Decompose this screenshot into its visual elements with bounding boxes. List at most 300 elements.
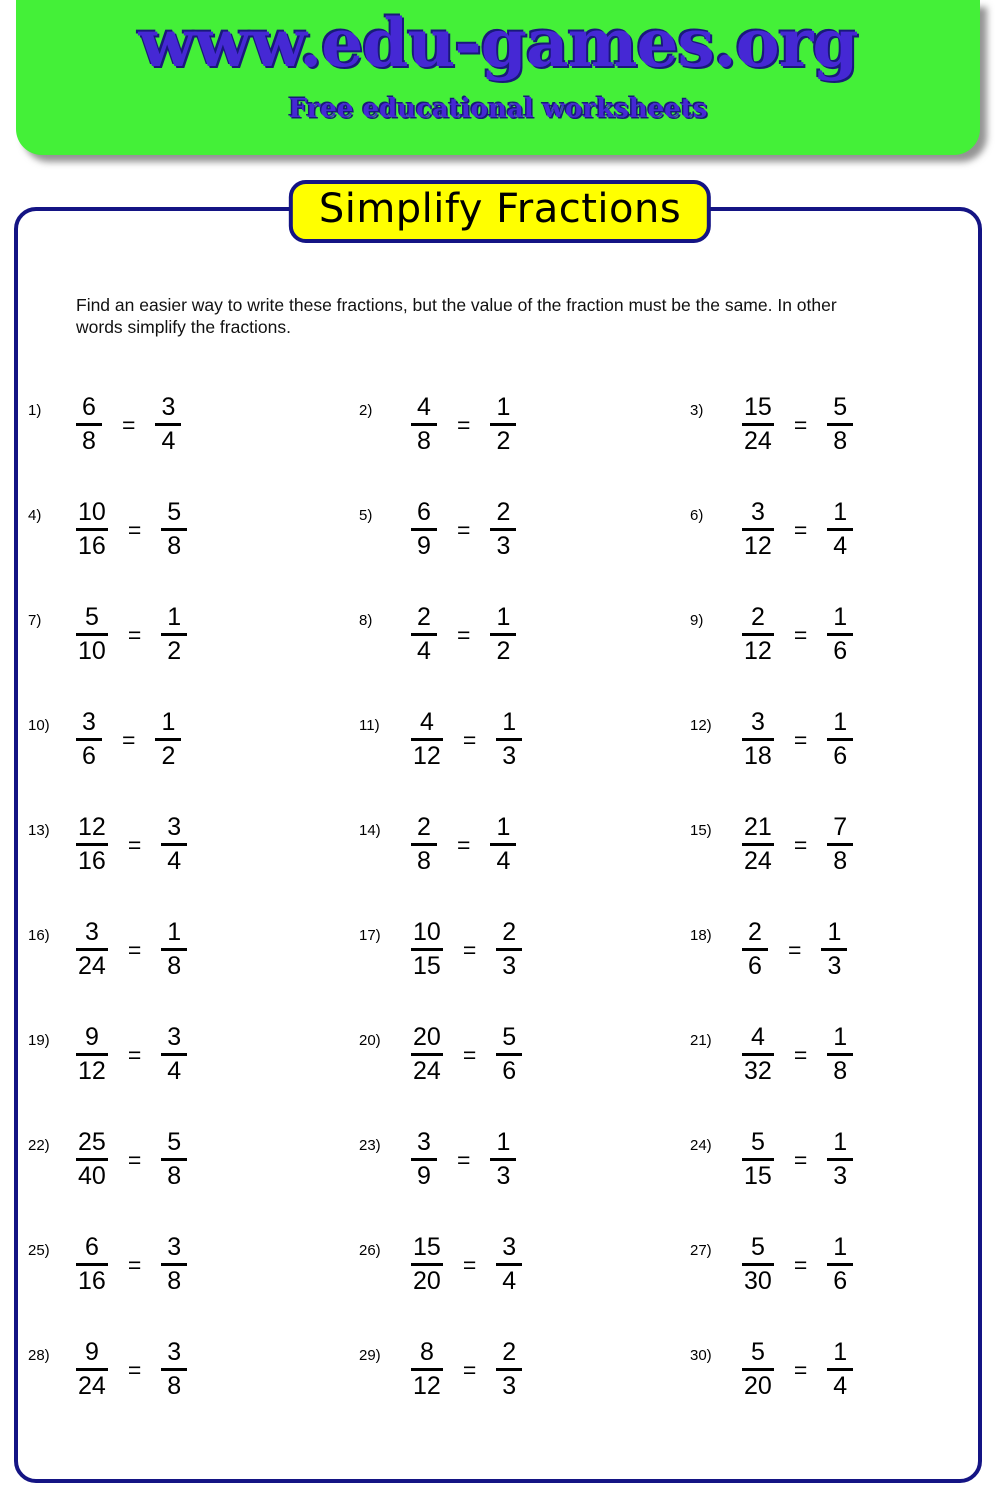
answer-fraction[interactable] bbox=[161, 919, 187, 980]
given-numerator: 15 bbox=[413, 1233, 441, 1261]
answer-fraction[interactable] bbox=[827, 1339, 853, 1400]
fraction-bar bbox=[742, 423, 774, 426]
answer-numerator: 3 bbox=[167, 1338, 182, 1366]
given-fraction bbox=[76, 919, 108, 980]
equals-sign: = bbox=[122, 727, 136, 753]
answer-fraction[interactable] bbox=[161, 1234, 187, 1295]
equals-sign: = bbox=[457, 622, 471, 648]
fraction-bar bbox=[742, 528, 774, 531]
fraction-bar bbox=[490, 843, 516, 846]
given-fraction bbox=[742, 1024, 774, 1085]
fraction-bar bbox=[742, 948, 768, 951]
problem-cell bbox=[333, 1337, 666, 1442]
answer-fraction[interactable] bbox=[155, 394, 181, 455]
given-denominator: 8 bbox=[82, 427, 96, 455]
answer-fraction[interactable] bbox=[496, 1024, 522, 1085]
problem-expression bbox=[742, 499, 853, 560]
problem-number: 5) bbox=[359, 507, 373, 524]
problem-number: 16) bbox=[28, 927, 50, 944]
answer-denominator: 3 bbox=[496, 1162, 511, 1190]
given-numerator: 3 bbox=[82, 708, 96, 736]
given-denominator: 24 bbox=[744, 847, 772, 875]
equals-sign: = bbox=[127, 1357, 142, 1383]
answer-denominator: 8 bbox=[167, 1267, 182, 1295]
fraction-bar bbox=[76, 633, 108, 636]
site-banner bbox=[16, 0, 980, 155]
given-denominator: 24 bbox=[744, 427, 772, 455]
given-denominator: 15 bbox=[413, 952, 441, 980]
answer-denominator: 4 bbox=[167, 847, 182, 875]
equals-sign: = bbox=[793, 1042, 808, 1068]
given-fraction bbox=[411, 919, 443, 980]
answer-fraction[interactable] bbox=[161, 1024, 187, 1085]
problem-expression bbox=[76, 814, 187, 875]
answer-denominator: 3 bbox=[496, 532, 511, 560]
given-numerator: 8 bbox=[419, 1338, 434, 1366]
answer-numerator: 7 bbox=[833, 813, 848, 841]
equals-sign: = bbox=[793, 622, 808, 648]
site-logo-text: www.edu-games.org bbox=[138, 4, 858, 82]
answer-numerator: 5 bbox=[833, 393, 848, 421]
given-denominator: 12 bbox=[744, 637, 772, 665]
fraction-bar bbox=[76, 1263, 108, 1266]
fraction-bar bbox=[411, 843, 437, 846]
problem-cell bbox=[666, 1022, 999, 1127]
problem-grid bbox=[0, 392, 1000, 1442]
site-tagline: Free educational worksheets bbox=[288, 94, 708, 124]
given-denominator: 12 bbox=[78, 1057, 106, 1085]
fraction-bar bbox=[76, 843, 108, 846]
given-fraction bbox=[742, 1129, 774, 1190]
given-denominator: 40 bbox=[78, 1162, 106, 1190]
problem-cell bbox=[333, 392, 666, 497]
problem-cell bbox=[666, 497, 999, 602]
given-denominator: 24 bbox=[413, 1057, 441, 1085]
answer-denominator: 6 bbox=[502, 1057, 517, 1085]
answer-denominator: 3 bbox=[502, 952, 517, 980]
equals-sign: = bbox=[793, 1357, 808, 1383]
fraction-bar bbox=[411, 948, 443, 951]
fraction-bar bbox=[496, 1263, 522, 1266]
problem-number: 1) bbox=[28, 402, 42, 419]
given-denominator: 6 bbox=[82, 742, 96, 770]
answer-numerator: 3 bbox=[502, 1233, 517, 1261]
answer-numerator: 1 bbox=[833, 1128, 848, 1156]
problem-number: 6) bbox=[690, 507, 704, 524]
problem-expression bbox=[411, 499, 516, 560]
problem-expression bbox=[411, 1129, 516, 1190]
answer-numerator: 2 bbox=[496, 498, 511, 526]
given-fraction bbox=[742, 604, 774, 665]
answer-numerator: 3 bbox=[167, 1023, 182, 1051]
given-numerator: 12 bbox=[78, 813, 106, 841]
given-denominator: 6 bbox=[748, 952, 762, 980]
problem-cell bbox=[333, 1127, 666, 1232]
given-numerator: 2 bbox=[748, 918, 762, 946]
equals-sign: = bbox=[462, 937, 477, 963]
answer-denominator: 4 bbox=[167, 1057, 182, 1085]
equals-sign: = bbox=[788, 937, 802, 963]
problem-expression bbox=[742, 814, 853, 875]
problem-cell bbox=[0, 1232, 333, 1337]
fraction-bar bbox=[496, 738, 522, 741]
given-numerator: 2 bbox=[417, 813, 431, 841]
instructions-text: Find an easier way to write these fractions, but the value of the fraction must be the same. In other words simplify the fractions. bbox=[76, 295, 837, 337]
answer-numerator: 2 bbox=[502, 1338, 517, 1366]
given-denominator: 20 bbox=[413, 1267, 441, 1295]
problem-number: 30) bbox=[690, 1347, 712, 1364]
problem-cell bbox=[333, 1232, 666, 1337]
answer-fraction[interactable] bbox=[490, 604, 516, 665]
problem-expression bbox=[411, 1024, 522, 1085]
problem-row bbox=[0, 1232, 1000, 1337]
equals-sign: = bbox=[793, 1252, 808, 1278]
answer-denominator: 6 bbox=[833, 742, 848, 770]
problem-expression bbox=[411, 604, 516, 665]
answer-fraction[interactable] bbox=[490, 1129, 516, 1190]
fraction-bar bbox=[742, 633, 774, 636]
fraction-bar bbox=[490, 528, 516, 531]
answer-denominator: 2 bbox=[496, 427, 511, 455]
problem-number: 2) bbox=[359, 402, 373, 419]
answer-numerator: 1 bbox=[833, 1023, 848, 1051]
answer-denominator: 8 bbox=[167, 1162, 182, 1190]
page-title: Simplify Fractions bbox=[318, 186, 682, 232]
fraction-bar bbox=[76, 1158, 108, 1161]
problem-cell bbox=[0, 1337, 333, 1442]
fraction-bar bbox=[411, 528, 437, 531]
given-numerator: 6 bbox=[417, 498, 431, 526]
answer-fraction[interactable] bbox=[490, 394, 516, 455]
fraction-bar bbox=[490, 1158, 516, 1161]
problem-cell bbox=[666, 1337, 999, 1442]
answer-fraction[interactable] bbox=[155, 709, 181, 770]
equals-sign: = bbox=[457, 517, 471, 543]
problem-cell bbox=[666, 917, 999, 1022]
given-numerator: 10 bbox=[413, 918, 441, 946]
answer-denominator: 4 bbox=[833, 1372, 848, 1400]
given-denominator: 30 bbox=[744, 1267, 772, 1295]
problem-cell bbox=[0, 917, 333, 1022]
given-fraction bbox=[411, 1024, 443, 1085]
fraction-bar bbox=[742, 843, 774, 846]
given-fraction bbox=[742, 499, 774, 560]
given-numerator: 2 bbox=[417, 603, 431, 631]
problem-expression bbox=[742, 604, 853, 665]
given-denominator: 24 bbox=[78, 1372, 106, 1400]
answer-denominator: 8 bbox=[167, 1372, 182, 1400]
given-fraction bbox=[76, 604, 108, 665]
answer-numerator: 2 bbox=[502, 918, 517, 946]
equals-sign: = bbox=[793, 517, 808, 543]
problem-cell bbox=[666, 707, 999, 812]
answer-fraction[interactable] bbox=[821, 919, 847, 980]
given-fraction bbox=[76, 1129, 108, 1190]
fraction-bar bbox=[496, 948, 522, 951]
answer-fraction[interactable] bbox=[827, 394, 853, 455]
fraction-bar bbox=[76, 1053, 108, 1056]
problem-number: 25) bbox=[28, 1242, 50, 1259]
answer-numerator: 1 bbox=[496, 813, 511, 841]
equals-sign: = bbox=[127, 832, 142, 858]
problem-number: 11) bbox=[359, 717, 380, 734]
problem-number: 8) bbox=[359, 612, 373, 629]
given-numerator: 9 bbox=[84, 1338, 99, 1366]
equals-sign: = bbox=[127, 1147, 142, 1173]
answer-fraction[interactable] bbox=[496, 1234, 522, 1295]
problem-expression bbox=[76, 919, 187, 980]
problem-cell bbox=[0, 1127, 333, 1232]
problem-number: 20) bbox=[359, 1032, 381, 1049]
fraction-bar bbox=[161, 1368, 187, 1371]
given-numerator: 3 bbox=[750, 498, 765, 526]
answer-numerator: 3 bbox=[161, 393, 176, 421]
problem-expression bbox=[76, 709, 181, 770]
fraction-bar bbox=[411, 633, 437, 636]
given-denominator: 16 bbox=[78, 532, 106, 560]
given-denominator: 12 bbox=[744, 532, 772, 560]
answer-fraction[interactable] bbox=[496, 709, 522, 770]
fraction-bar bbox=[821, 948, 847, 951]
problem-cell bbox=[0, 1022, 333, 1127]
answer-fraction[interactable] bbox=[827, 814, 853, 875]
answer-fraction[interactable] bbox=[161, 499, 187, 560]
problem-number: 27) bbox=[690, 1242, 712, 1259]
answer-fraction[interactable] bbox=[827, 499, 853, 560]
given-denominator: 15 bbox=[744, 1162, 772, 1190]
fraction-bar bbox=[827, 528, 853, 531]
answer-numerator: 5 bbox=[167, 1128, 182, 1156]
given-fraction bbox=[411, 1129, 437, 1190]
given-denominator: 4 bbox=[417, 637, 431, 665]
given-denominator: 10 bbox=[78, 637, 106, 665]
given-fraction bbox=[742, 1234, 774, 1295]
answer-fraction[interactable] bbox=[496, 919, 522, 980]
answer-denominator: 4 bbox=[833, 532, 848, 560]
answer-numerator: 5 bbox=[502, 1023, 517, 1051]
given-numerator: 3 bbox=[417, 1128, 431, 1156]
problem-row bbox=[0, 812, 1000, 917]
given-denominator: 16 bbox=[78, 847, 106, 875]
answer-fraction[interactable] bbox=[161, 604, 187, 665]
fraction-bar bbox=[155, 738, 181, 741]
problem-cell bbox=[666, 602, 999, 707]
equals-sign: = bbox=[127, 622, 142, 648]
problem-row bbox=[0, 1127, 1000, 1232]
problem-cell bbox=[666, 1127, 999, 1232]
problem-cell bbox=[0, 497, 333, 602]
answer-fraction[interactable] bbox=[827, 709, 853, 770]
fraction-bar bbox=[161, 1158, 187, 1161]
problem-number: 15) bbox=[690, 822, 712, 839]
given-fraction bbox=[76, 709, 102, 770]
equals-sign: = bbox=[457, 412, 471, 438]
problem-cell bbox=[333, 1022, 666, 1127]
problem-cell bbox=[0, 812, 333, 917]
problem-cell bbox=[333, 707, 666, 812]
problem-number: 13) bbox=[28, 822, 50, 839]
answer-denominator: 2 bbox=[496, 637, 511, 665]
answer-fraction[interactable] bbox=[496, 1339, 522, 1400]
problem-cell bbox=[333, 497, 666, 602]
answer-denominator: 3 bbox=[502, 742, 517, 770]
answer-denominator: 8 bbox=[833, 427, 848, 455]
problem-number: 19) bbox=[28, 1032, 50, 1049]
fraction-bar bbox=[827, 633, 853, 636]
problem-number: 26) bbox=[359, 1242, 381, 1259]
problem-expression bbox=[742, 709, 853, 770]
problem-expression bbox=[76, 1129, 187, 1190]
fraction-bar bbox=[161, 843, 187, 846]
given-fraction bbox=[411, 1234, 443, 1295]
given-fraction bbox=[76, 1234, 108, 1295]
answer-fraction[interactable] bbox=[827, 1024, 853, 1085]
answer-fraction[interactable] bbox=[490, 814, 516, 875]
fraction-bar bbox=[161, 633, 187, 636]
given-numerator: 5 bbox=[750, 1338, 765, 1366]
answer-fraction[interactable] bbox=[161, 1129, 187, 1190]
problem-cell bbox=[0, 392, 333, 497]
given-denominator: 8 bbox=[417, 427, 431, 455]
answer-numerator: 5 bbox=[167, 498, 182, 526]
answer-denominator: 2 bbox=[167, 637, 182, 665]
given-fraction bbox=[76, 394, 102, 455]
given-fraction bbox=[742, 814, 774, 875]
given-numerator: 25 bbox=[78, 1128, 106, 1156]
fraction-bar bbox=[411, 1158, 437, 1161]
answer-denominator: 8 bbox=[833, 847, 848, 875]
problem-expression bbox=[76, 1234, 187, 1295]
equals-sign: = bbox=[462, 1042, 477, 1068]
fraction-bar bbox=[76, 423, 102, 426]
given-numerator: 20 bbox=[413, 1023, 441, 1051]
problem-expression bbox=[742, 394, 853, 455]
given-fraction bbox=[742, 394, 774, 455]
given-numerator: 5 bbox=[84, 603, 99, 631]
given-fraction bbox=[411, 1339, 443, 1400]
equals-sign: = bbox=[793, 1147, 808, 1173]
equals-sign: = bbox=[457, 1147, 471, 1173]
given-numerator: 10 bbox=[78, 498, 106, 526]
answer-fraction[interactable] bbox=[490, 499, 516, 560]
problem-cell bbox=[0, 707, 333, 812]
given-fraction bbox=[76, 1024, 108, 1085]
fraction-bar bbox=[411, 1053, 443, 1056]
given-numerator: 3 bbox=[84, 918, 99, 946]
problem-number: 18) bbox=[690, 927, 712, 944]
equals-sign: = bbox=[122, 412, 136, 438]
problem-cell bbox=[0, 602, 333, 707]
answer-denominator: 3 bbox=[833, 1162, 848, 1190]
answer-denominator: 8 bbox=[167, 952, 182, 980]
answer-numerator: 3 bbox=[167, 1233, 182, 1261]
equals-sign: = bbox=[462, 1357, 477, 1383]
given-numerator: 15 bbox=[744, 393, 772, 421]
fraction-bar bbox=[161, 948, 187, 951]
fraction-bar bbox=[411, 1368, 443, 1371]
given-numerator: 21 bbox=[744, 813, 772, 841]
answer-numerator: 1 bbox=[833, 708, 848, 736]
answer-denominator: 3 bbox=[827, 952, 842, 980]
given-denominator: 16 bbox=[78, 1267, 106, 1295]
given-denominator: 32 bbox=[744, 1057, 772, 1085]
answer-fraction[interactable] bbox=[161, 814, 187, 875]
fraction-bar bbox=[742, 738, 774, 741]
answer-fraction[interactable] bbox=[827, 604, 853, 665]
answer-numerator: 1 bbox=[496, 1128, 511, 1156]
problem-number: 17) bbox=[359, 927, 381, 944]
problem-expression bbox=[411, 1339, 522, 1400]
given-numerator: 4 bbox=[750, 1023, 765, 1051]
answer-fraction[interactable] bbox=[161, 1339, 187, 1400]
answer-numerator: 1 bbox=[496, 393, 511, 421]
given-numerator: 5 bbox=[750, 1128, 765, 1156]
answer-numerator: 1 bbox=[496, 603, 511, 631]
given-fraction bbox=[742, 1339, 774, 1400]
equals-sign: = bbox=[462, 727, 477, 753]
answer-fraction[interactable] bbox=[827, 1129, 853, 1190]
given-denominator: 24 bbox=[78, 952, 106, 980]
equals-sign: = bbox=[127, 1252, 142, 1278]
given-numerator: 4 bbox=[419, 708, 434, 736]
given-denominator: 12 bbox=[413, 1372, 441, 1400]
answer-fraction[interactable] bbox=[827, 1234, 853, 1295]
problem-expression bbox=[742, 1129, 853, 1190]
problem-number: 24) bbox=[690, 1137, 712, 1154]
problem-row bbox=[0, 497, 1000, 602]
answer-denominator: 4 bbox=[161, 427, 176, 455]
given-denominator: 9 bbox=[417, 1162, 431, 1190]
given-fraction bbox=[742, 919, 768, 980]
fraction-bar bbox=[161, 1263, 187, 1266]
answer-denominator: 4 bbox=[502, 1267, 517, 1295]
problem-expression bbox=[411, 814, 516, 875]
problem-cell bbox=[666, 812, 999, 917]
given-fraction bbox=[411, 604, 437, 665]
problem-expression bbox=[76, 499, 187, 560]
problem-expression bbox=[76, 1339, 187, 1400]
given-fraction bbox=[411, 709, 443, 770]
problem-expression bbox=[411, 709, 522, 770]
given-denominator: 18 bbox=[744, 742, 772, 770]
given-numerator: 4 bbox=[417, 393, 431, 421]
equals-sign: = bbox=[457, 832, 471, 858]
fraction-bar bbox=[76, 528, 108, 531]
given-denominator: 12 bbox=[413, 742, 441, 770]
fraction-bar bbox=[742, 1263, 774, 1266]
fraction-bar bbox=[496, 1053, 522, 1056]
problem-number: 10) bbox=[28, 717, 50, 734]
fraction-bar bbox=[76, 738, 102, 741]
fraction-bar bbox=[496, 1368, 522, 1371]
fraction-bar bbox=[742, 1053, 774, 1056]
fraction-bar bbox=[827, 1053, 853, 1056]
fraction-bar bbox=[490, 423, 516, 426]
fraction-bar bbox=[76, 1368, 108, 1371]
worksheet-title-badge bbox=[289, 180, 711, 243]
problem-number: 14) bbox=[359, 822, 381, 839]
answer-numerator: 1 bbox=[833, 498, 848, 526]
answer-numerator: 3 bbox=[167, 813, 182, 841]
problem-expression bbox=[411, 394, 516, 455]
given-fraction bbox=[76, 499, 108, 560]
problem-expression bbox=[76, 604, 187, 665]
problem-row bbox=[0, 707, 1000, 812]
answer-denominator: 8 bbox=[167, 532, 182, 560]
given-denominator: 9 bbox=[417, 532, 431, 560]
answer-numerator: 1 bbox=[827, 918, 842, 946]
given-numerator: 6 bbox=[82, 393, 96, 421]
